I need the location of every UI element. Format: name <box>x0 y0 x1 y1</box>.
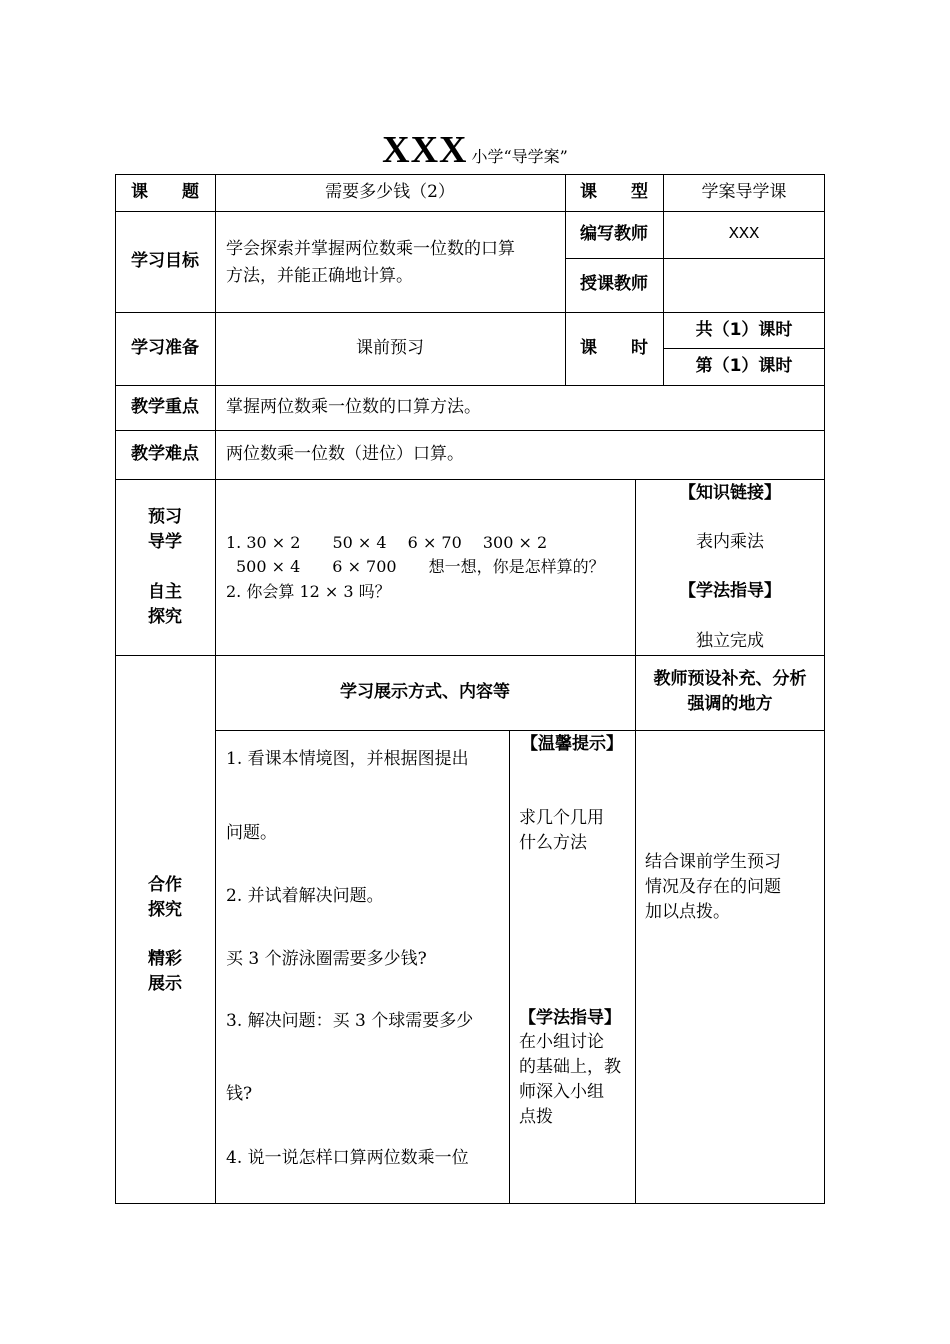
method-guide-value: 独立完成 <box>696 631 764 651</box>
teacher-notes-header: 强调的地方 <box>687 694 773 714</box>
period-current: 第（1）课时 <box>695 356 793 376</box>
period-label: 课 时 <box>580 338 648 358</box>
row-divider <box>115 385 825 386</box>
row-divider <box>115 312 825 313</box>
explore-label: 精彩 <box>148 949 182 969</box>
preview-exercise-line2: 500 × 4 6 × 700 想一想，你是怎样算的？ <box>236 557 605 576</box>
teacher-note-text: 情况及存在的问题 <box>645 877 781 897</box>
row-divider <box>565 258 825 259</box>
method-guide-text: 的基础上，教 <box>519 1057 621 1077</box>
teacher-note-text: 结合课前学生预习 <box>645 852 781 872</box>
goal-text-line2: 方法，并能正确地计算。 <box>226 266 413 286</box>
teacher-notes-header: 教师预设补充、分析 <box>653 669 807 689</box>
difficulty-value: 两位数乘一位数（进位）口算。 <box>226 444 464 464</box>
prep-label: 学习准备 <box>131 338 199 358</box>
preview-exercise-line1: 1. 30 × 2 50 × 4 6 × 70 300 × 2 <box>226 533 548 552</box>
table-border-top <box>115 174 825 175</box>
explore-label: 合作 <box>148 875 182 895</box>
type-value: 学案导学课 <box>701 182 787 202</box>
key-point-label: 教学重点 <box>131 397 199 417</box>
column-divider <box>509 730 510 1204</box>
key-point-value: 掌握两位数乘一位数的口算方法。 <box>226 397 481 417</box>
row-divider <box>115 430 825 431</box>
difficulty-label: 教学难点 <box>131 444 199 464</box>
prep-value: 课前预习 <box>356 338 424 358</box>
warm-tip-heading: 【温馨提示】 <box>521 734 623 754</box>
step-text: 1. 看课本情境图，并根据图提出 <box>226 749 469 769</box>
preview-label: 导学 <box>148 532 182 552</box>
table-border-bottom <box>115 1203 825 1204</box>
period-total: 共（1）课时 <box>695 320 793 340</box>
show-content-header: 学习展示方式、内容等 <box>340 682 510 702</box>
method-guide-text: 师深入小组 <box>519 1082 604 1102</box>
teacher-label: 授课教师 <box>580 274 648 294</box>
goal-label: 学习目标 <box>131 251 199 271</box>
school-name: XXX <box>382 129 468 171</box>
row-divider <box>115 479 825 480</box>
row-divider <box>115 211 825 212</box>
table-border-left <box>115 174 116 1204</box>
preview-label: 探究 <box>148 607 182 627</box>
method-guide-heading: 【学法指导】 <box>679 581 781 601</box>
explore-label: 展示 <box>148 974 182 994</box>
step-text: 钱? <box>226 1084 253 1104</box>
step-text: 4. 说一说怎样口算两位数乘一位 <box>226 1148 469 1168</box>
step-text: 2. 并试着解决问题。 <box>226 886 384 906</box>
warm-tip-text: 求几个几用 <box>519 808 604 828</box>
preview-label: 预习 <box>148 507 182 527</box>
knowledge-link-heading: 【知识链接】 <box>679 483 781 503</box>
knowledge-link-value: 表内乘法 <box>696 532 764 552</box>
page-title <box>0 128 950 172</box>
writer-value: XXX <box>728 225 760 244</box>
method-guide-text: 在小组讨论 <box>519 1032 604 1052</box>
teacher-note-text: 加以点拨。 <box>645 902 730 922</box>
method-guide-text: 点拨 <box>519 1107 553 1127</box>
type-label: 课 型 <box>580 182 648 202</box>
row-divider <box>663 348 825 349</box>
row-divider <box>115 655 825 656</box>
warm-tip-text: 什么方法 <box>519 833 587 853</box>
topic-value: 需要多少钱（2） <box>325 182 455 202</box>
preview-label: 自主 <box>148 582 182 602</box>
goal-text-line1: 学会探索并掌握两位数乘一位数的口算 <box>226 239 515 259</box>
writer-label: 编写教师 <box>580 224 648 244</box>
document-type: 小学“导学案” <box>471 147 568 166</box>
topic-label: 课 题 <box>131 182 199 202</box>
step-text: 问题。 <box>226 823 277 843</box>
method-guide-heading-2: 【学法指导】 <box>519 1008 621 1028</box>
explore-label: 探究 <box>148 900 182 920</box>
preview-exercise-line3: 2. 你会算 12 × 3 吗？ <box>226 582 391 601</box>
step-text: 买 3 个游泳圈需要多少钱? <box>226 949 427 969</box>
step-text: 3. 解决问题：买 3 个球需要多少 <box>226 1011 474 1031</box>
row-divider <box>215 730 825 731</box>
